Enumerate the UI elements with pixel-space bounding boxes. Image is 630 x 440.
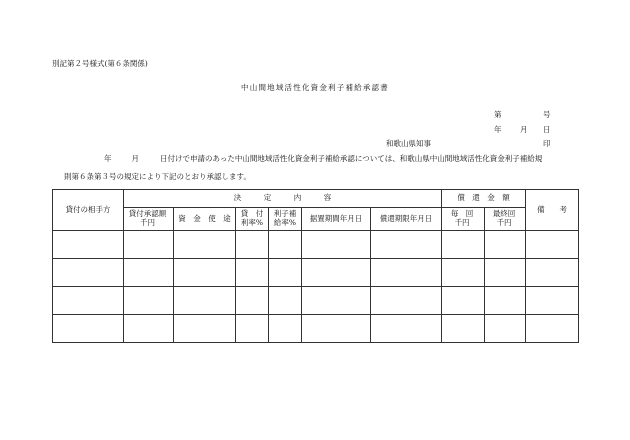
cell-loan-amount[interactable] [124, 287, 174, 315]
header-loan-rate-line2: 利率% [240, 218, 264, 227]
header-final-payment-line2: 千円 [496, 218, 512, 227]
cell-repayment-deadline[interactable] [371, 315, 442, 343]
cell-loan-amount[interactable] [124, 315, 174, 343]
table-row [53, 287, 579, 315]
body-text-line-2: 則第６条第３号の規定により下記のとおり承認します。 [64, 172, 251, 181]
header-grace-period: 据置期間年月日 [302, 208, 371, 231]
body-year: 年 [104, 154, 112, 163]
header-each-payment-line1: 毎 回 [450, 209, 474, 219]
cell-loan-amount[interactable] [124, 259, 174, 287]
cell-subsidy-rate[interactable] [269, 231, 302, 259]
cell-each-payment[interactable] [442, 287, 485, 315]
seal-mark: 印 [543, 139, 551, 148]
table-row [53, 231, 579, 259]
header-remarks: 備 考 [526, 190, 579, 231]
cell-repayment-deadline[interactable] [371, 231, 442, 259]
cell-remarks[interactable] [526, 259, 579, 287]
issuer-name: 和歌山県知事 [386, 139, 431, 148]
cell-fund-use[interactable] [174, 315, 236, 343]
cell-final-payment[interactable] [485, 231, 526, 259]
cell-remarks[interactable] [526, 315, 579, 343]
header-loan-rate [236, 208, 269, 231]
header-loan-amount [124, 208, 174, 231]
cell-loan-amount[interactable] [124, 231, 174, 259]
header-repayment-amount: 償 還 金 額 [442, 190, 526, 208]
cell-loan-rate[interactable] [236, 287, 269, 315]
header-lender: 貸付の相手方 [53, 190, 124, 231]
header-fund-use: 資 金 使 途 [174, 208, 236, 231]
cell-final-payment[interactable] [485, 287, 526, 315]
cell-fund-use[interactable] [174, 287, 236, 315]
header-loan-amount-unit: 千円 [140, 218, 155, 227]
header-final-payment-line1: 最終回 [492, 209, 516, 219]
body-text: 日付けで申請のあった中山間地域活性化資金利子補給承認については、和歌山県中山間地域活性化資金利子補給規 [160, 154, 543, 163]
cell-each-payment[interactable] [442, 231, 485, 259]
cell-repayment-deadline[interactable] [371, 287, 442, 315]
cell-grace-period[interactable] [302, 259, 371, 287]
header-each-payment-line2: 千円 [454, 218, 470, 227]
body-month: 月 [131, 154, 139, 163]
table-row [53, 315, 579, 343]
cell-lender[interactable] [53, 259, 124, 287]
cell-each-payment[interactable] [442, 315, 485, 343]
cell-subsidy-rate[interactable] [269, 315, 302, 343]
document-title: 中山間地域活性化資金利子補給承認書 [241, 83, 389, 92]
form-reference: 別記第２号様式(第６条関係) [52, 59, 148, 68]
header-subsidy-rate-line1: 利子補 [273, 209, 297, 219]
issue-date-year: 年 [494, 125, 502, 134]
cell-final-payment[interactable] [485, 315, 526, 343]
cell-grace-period[interactable] [302, 231, 371, 259]
header-each-payment [442, 208, 485, 231]
cell-repayment-deadline[interactable] [371, 259, 442, 287]
cell-loan-rate[interactable] [236, 315, 269, 343]
cell-fund-use[interactable] [174, 231, 236, 259]
table-row [53, 259, 579, 287]
cell-grace-period[interactable] [302, 315, 371, 343]
cell-final-payment[interactable] [485, 259, 526, 287]
issue-date-month: 月 [520, 125, 528, 134]
issue-date-day: 日 [543, 125, 551, 134]
cell-subsidy-rate[interactable] [269, 287, 302, 315]
cell-subsidy-rate[interactable] [269, 259, 302, 287]
body-text-line-1 [104, 155, 542, 163]
cell-grace-period[interactable] [302, 287, 371, 315]
document-number-suffix: 号 [543, 110, 551, 119]
header-subsidy-rate-line2: 給率% [273, 218, 297, 227]
header-loan-amount-label: 貸付承認額 [128, 209, 167, 219]
cell-loan-rate[interactable] [236, 259, 269, 287]
header-loan-rate-line1: 貸 付 [240, 209, 264, 219]
header-final-payment [485, 208, 526, 231]
cell-fund-use[interactable] [174, 259, 236, 287]
header-subsidy-rate [269, 208, 302, 231]
approval-table [52, 189, 579, 343]
header-repayment-deadline: 償還期限年月日 [371, 208, 442, 231]
cell-each-payment[interactable] [442, 259, 485, 287]
cell-remarks[interactable] [526, 231, 579, 259]
cell-loan-rate[interactable] [236, 231, 269, 259]
document-number-label: 第 [494, 110, 502, 119]
header-decision-content: 決 定 内 容 [124, 190, 442, 208]
cell-lender[interactable] [53, 287, 124, 315]
cell-lender[interactable] [53, 231, 124, 259]
cell-remarks[interactable] [526, 287, 579, 315]
cell-lender[interactable] [53, 315, 124, 343]
